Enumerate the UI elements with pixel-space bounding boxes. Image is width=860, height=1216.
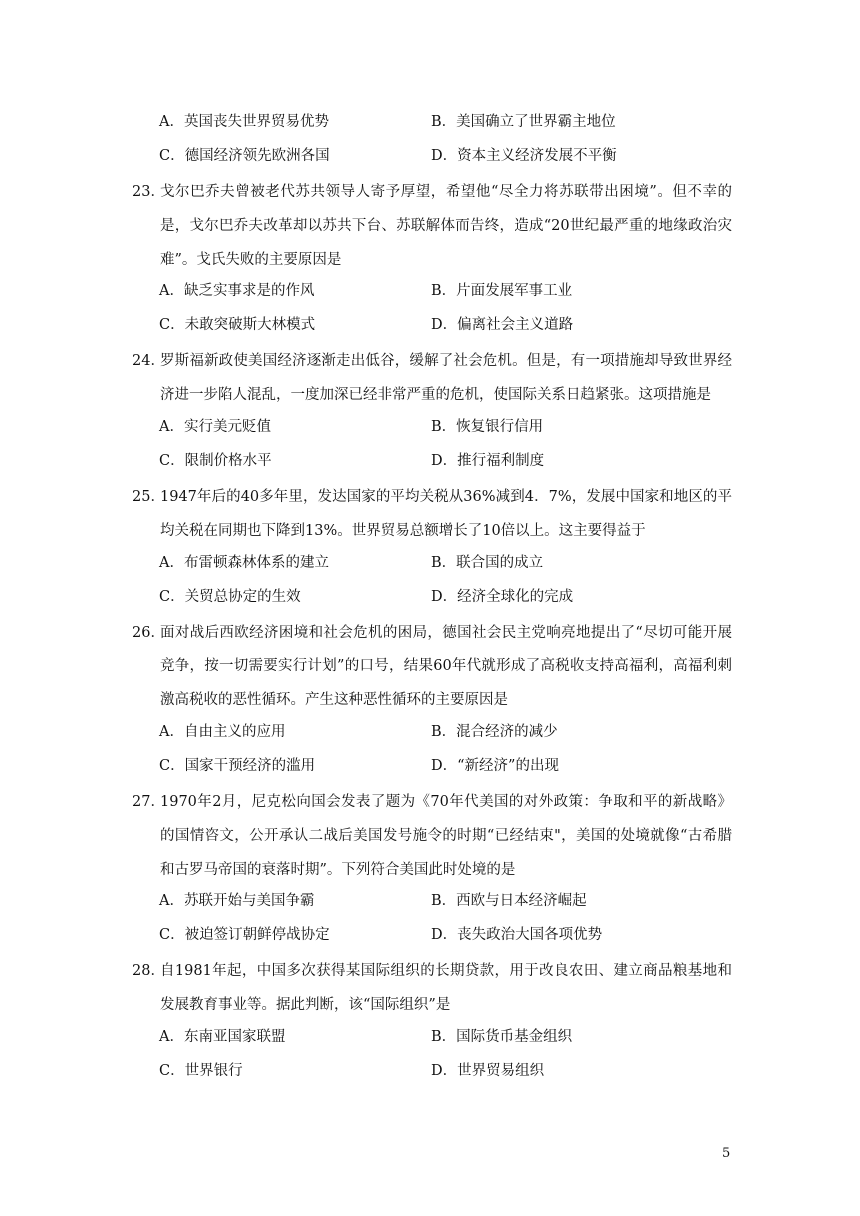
option-row bbox=[159, 1023, 732, 1057]
option-row bbox=[159, 277, 732, 311]
question-list bbox=[132, 176, 732, 1091]
option-a: A．东南亚国家联盟 bbox=[159, 1028, 286, 1045]
option-a: A．自由主义的应用 bbox=[159, 723, 286, 740]
question-stem bbox=[132, 481, 732, 549]
option-c: C．德国经济领先欧洲各国 bbox=[159, 148, 330, 164]
option-d: D．“新经济”的出现 bbox=[431, 757, 559, 774]
option-c: C．被迫签订朝鲜停战协定 bbox=[159, 927, 330, 944]
question-stem bbox=[132, 176, 732, 277]
option-row bbox=[159, 1057, 732, 1091]
option-b: B．西欧与日本经济崛起 bbox=[431, 893, 587, 910]
question-stem bbox=[132, 617, 732, 718]
question-number: 25． bbox=[132, 488, 165, 505]
option-row bbox=[159, 583, 732, 617]
question-stem bbox=[132, 786, 732, 887]
option-b: B．混合经济的减少 bbox=[431, 723, 558, 740]
option-row bbox=[159, 549, 732, 583]
question-27 bbox=[132, 786, 732, 955]
question-text: 1970年2月，尼克松向国会发表了题为《70年代美国的对外政策：争取和平的新战略》的国情咨文，公开承认二战后美国发号施令的时期“已经结束"，美国的处境就像“古希腊和古罗马帝国的衰落时期”。下列符合美国此时处境的是 bbox=[160, 793, 732, 878]
question-text: 面对战后西欧经济困境和社会危机的困局，德国社会民主党响亮地提出了“尽切可能开展竞争，按一切需要实行计划”的口号，结果60年代就形成了高税收支持高福利，高福利刺激高税收的恶性循环。产生这种恶性循环的主要原因是 bbox=[160, 624, 732, 709]
option-row bbox=[159, 447, 732, 481]
question-options bbox=[132, 277, 732, 345]
question-options bbox=[132, 549, 732, 617]
question-number: 27． bbox=[132, 793, 165, 810]
question-number: 28． bbox=[132, 963, 165, 980]
question-25 bbox=[132, 481, 732, 617]
question-number: 24． bbox=[132, 353, 165, 370]
question-number: 23． bbox=[132, 184, 165, 200]
option-a: A．英国丧失世界贸易优势 bbox=[159, 114, 329, 130]
option-row bbox=[159, 142, 759, 176]
option-a: A．实行美元贬值 bbox=[159, 418, 271, 435]
previous-question-options bbox=[159, 108, 759, 176]
option-b: B．联合国的成立 bbox=[431, 554, 544, 571]
option-row bbox=[159, 718, 732, 752]
question-text: 自1981年起，中国多次获得某国际组织的长期贷款，用于改良农田、建立商品粮基地和发展教育事业等。据此判断，该“国际组织”是 bbox=[160, 963, 732, 1014]
option-c: C．限制价格水平 bbox=[159, 452, 272, 469]
option-a: A．缺乏实事求是的作风 bbox=[159, 283, 315, 300]
option-b: B．恢复银行信用 bbox=[431, 418, 544, 435]
option-b: B．美国确立了世界霸主地位 bbox=[431, 114, 616, 130]
option-a: A．苏联开始与美国争霸 bbox=[159, 893, 315, 910]
question-text: 戈尔巴乔夫曾被老代苏共领导人寄予厚望，希望他“尽全力将苏联带出困境”。但不幸的是，戈尔巴乔夫改革却以苏共下台、苏联解体而告终，造成“20世纪最严重的地缘政治灾难”。戈氏失败的主要原因是 bbox=[160, 184, 732, 268]
page-number: 5 bbox=[722, 1146, 731, 1161]
option-row bbox=[159, 108, 759, 142]
question-23 bbox=[132, 176, 732, 345]
option-c: C．国家干预经济的滥用 bbox=[159, 757, 316, 774]
question-options bbox=[132, 718, 732, 786]
question-options bbox=[132, 1023, 732, 1091]
option-c: C．关贸总协定的生效 bbox=[159, 588, 301, 605]
option-row bbox=[159, 413, 732, 447]
option-c: C．世界银行 bbox=[159, 1062, 243, 1079]
question-stem bbox=[132, 955, 732, 1023]
question-number: 26． bbox=[132, 624, 165, 641]
question-options bbox=[132, 413, 732, 481]
question-24 bbox=[132, 345, 732, 481]
option-row bbox=[159, 921, 732, 955]
question-options bbox=[132, 887, 732, 955]
option-d: D．世界贸易组织 bbox=[431, 1062, 545, 1079]
option-d: D．资本主义经济发展不平衡 bbox=[431, 148, 617, 164]
question-text: 罗斯福新政使美国经济逐渐走出低谷，缓解了社会危机。但是，有一项措施却导致世界经济进一步陷人混乱，一度加深已经非常严重的危机，使国际关系日趋紧张。这项措施是 bbox=[160, 353, 732, 404]
option-d: D．推行福利制度 bbox=[431, 452, 545, 469]
question-text: 1947年后的40多年里，发达国家的平均关税从36%减到4．7%，发展中国家和地区的平均关税在同期也下降到13%。世界贸易总额增长了10倍以上。这主要得益于 bbox=[160, 488, 732, 539]
option-d: D．偏离社会主义道路 bbox=[431, 317, 574, 334]
option-row bbox=[159, 752, 732, 786]
option-d: D．丧失政治大国各项优势 bbox=[431, 927, 603, 944]
option-d: D．经济全球化的完成 bbox=[431, 588, 574, 605]
option-row bbox=[159, 311, 732, 345]
option-c: C．未敢突破斯大林模式 bbox=[159, 317, 316, 334]
option-b: B．片面发展军事工业 bbox=[431, 283, 573, 300]
option-a: A．布雷顿森林体系的建立 bbox=[159, 554, 329, 571]
question-stem bbox=[132, 345, 732, 413]
option-b: B．国际货币基金组织 bbox=[431, 1028, 573, 1045]
question-28 bbox=[132, 955, 732, 1091]
question-26 bbox=[132, 617, 732, 786]
option-row bbox=[159, 887, 732, 921]
